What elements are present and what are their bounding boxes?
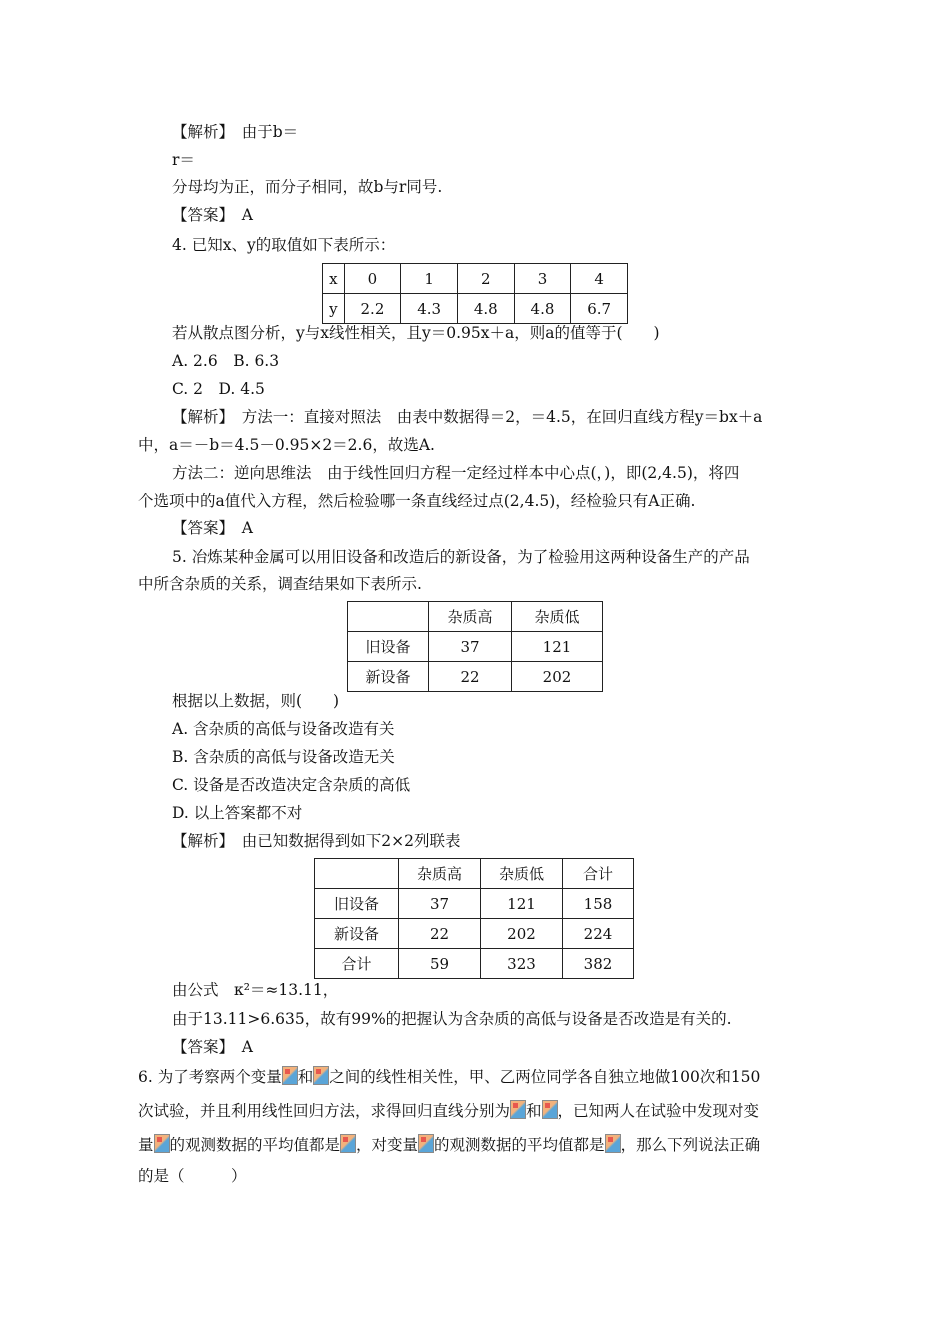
regression-line-image-icon [542,1100,558,1119]
q6-text: 的观测数据的平均值都是 [169,1136,341,1154]
doc-line: 分母均为正，而分子相同，故b与r同号. [172,178,443,196]
doc-line: 5. 冶炼某种金属可以用旧设备和改造后的新设备，为了检验用这两种设备生产的产品 [172,548,750,566]
table-cell: 22 [399,919,481,949]
table-row [315,919,634,949]
table-cell: 合计 [315,949,399,979]
q6-text: ，那么下列说法正确 [620,1136,761,1154]
doc-line: 【解析】 由已知数据得到如下2×2列联表 [172,832,461,850]
table-cell: 3 [514,264,571,294]
doc-line: 由公式 κ²＝≈13.11， [172,981,339,999]
table-cell: 4 [571,264,628,294]
table-cell: 杂质低 [481,859,563,889]
table-row [315,949,634,979]
q6-line-1 [138,1066,760,1087]
doc-line: C. 设备是否改造决定含杂质的高低 [172,776,411,794]
table-cell: 新设备 [348,662,429,692]
table-cell: 2.2 [344,294,401,324]
regression-line-image-icon [510,1100,526,1119]
table-cell: 22 [429,662,512,692]
table-cell [348,602,429,632]
impurity-table [347,601,603,692]
doc-line: 【答案】 A [172,1038,253,1056]
doc-line: 4. 已知x、y的取值如下表所示： [172,236,396,254]
table-cell: 合计 [563,859,634,889]
doc-line: A. 2.6 B. 6.3 [172,352,280,370]
table-cell: 0 [344,264,401,294]
table-cell: 2 [457,264,514,294]
table-cell: y [323,294,345,324]
table-cell: 旧设备 [348,632,429,662]
xy-table [322,263,628,324]
table-row [348,662,603,692]
doc-line: C. 2 D. 4.5 [172,380,265,398]
q6-text: 的观测数据的平均值都是 [434,1136,605,1154]
table-cell: 4.8 [514,294,571,324]
table-cell: 37 [399,889,481,919]
doc-line: 由于13.11>6.635，故有99%的把握认为含杂质的高低与设备是否改造是有关的. [172,1010,732,1028]
table-row [315,889,634,919]
variable-image-icon [282,1066,298,1085]
table-cell [315,859,399,889]
table-row [323,264,628,294]
q6-line-2 [138,1100,759,1121]
table-cell: x [323,264,345,294]
table-cell: 6.7 [571,294,628,324]
table-row [315,859,634,889]
doc-line: A. 含杂质的高低与设备改造有关 [172,720,395,738]
doc-line: D. 以上答案都不对 [172,804,303,822]
mean-value-image-icon [605,1134,621,1153]
table-cell: 4.3 [401,294,458,324]
table-cell: 37 [429,632,512,662]
table-cell: 旧设备 [315,889,399,919]
doc-line: 方法二：逆向思维法 由于线性回归方程一定经过样本中心点(，)，即(2,4.5)，将四 [172,464,740,482]
doc-line: 若从散点图分析，y与x线性相关，且y＝0.95x＋a，则a的值等于( ) [172,324,660,342]
q6-line-4: 的是（ ） [138,1167,247,1185]
table-cell: 121 [481,889,563,919]
table-cell: 158 [563,889,634,919]
doc-line: r＝ [172,151,195,169]
variable-image-icon [418,1134,434,1153]
doc-line: 个选项中的a值代入方程，然后检验哪一条直线经过点(2,4.5)，经检验只有A正确. [138,492,696,510]
table-cell: 382 [563,949,634,979]
table-cell: 杂质高 [429,602,512,632]
q6-text: 次试验，并且利用线性回归方法，求得回归直线分别为 [138,1102,511,1120]
table-cell: 杂质低 [512,602,603,632]
doc-line: 【答案】 A [172,206,253,224]
table-cell: 202 [481,919,563,949]
doc-line: B. 含杂质的高低与设备改造无关 [172,748,395,766]
q6-text: 6. 为了考察两个变量 [138,1068,282,1086]
variable-image-icon [313,1066,329,1085]
mean-value-image-icon [340,1134,356,1153]
table-cell: 杂质高 [399,859,481,889]
q6-line-3 [138,1134,760,1155]
contingency-table [314,858,634,979]
q6-text: 量 [138,1136,154,1154]
q6-text: ，已知两人在试验中发现对变 [557,1102,760,1120]
doc-line: 中，a＝－b＝4.5－0.95×2＝2.6，故选A. [138,436,435,454]
q6-text: 之间的线性相关性，甲、乙两位同学各自独立地做100次和150 [329,1068,761,1086]
table-row [323,294,628,324]
doc-line: 【解析】 由于b＝ [172,123,299,141]
doc-line: 根据以上数据，则( ) [172,692,340,710]
table-row [348,602,603,632]
q6-text: 和 [526,1102,542,1120]
table-cell: 新设备 [315,919,399,949]
table-cell: 1 [401,264,458,294]
variable-image-icon [154,1134,170,1153]
table-cell: 202 [512,662,603,692]
table-cell: 4.8 [457,294,514,324]
table-cell: 59 [399,949,481,979]
doc-line: 【答案】 A [172,519,253,537]
table-cell: 323 [481,949,563,979]
doc-line: 【解析】 方法一：直接对照法 由表中数据得＝2，＝4.5，在回归直线方程y＝bx＋a [172,408,763,426]
table-row [348,632,603,662]
q6-text: ，对变量 [356,1136,419,1154]
q6-text: 和 [297,1068,314,1086]
table-cell: 121 [512,632,603,662]
doc-line: 中所含杂质的关系，调查结果如下表所示. [138,575,422,593]
table-cell: 224 [563,919,634,949]
